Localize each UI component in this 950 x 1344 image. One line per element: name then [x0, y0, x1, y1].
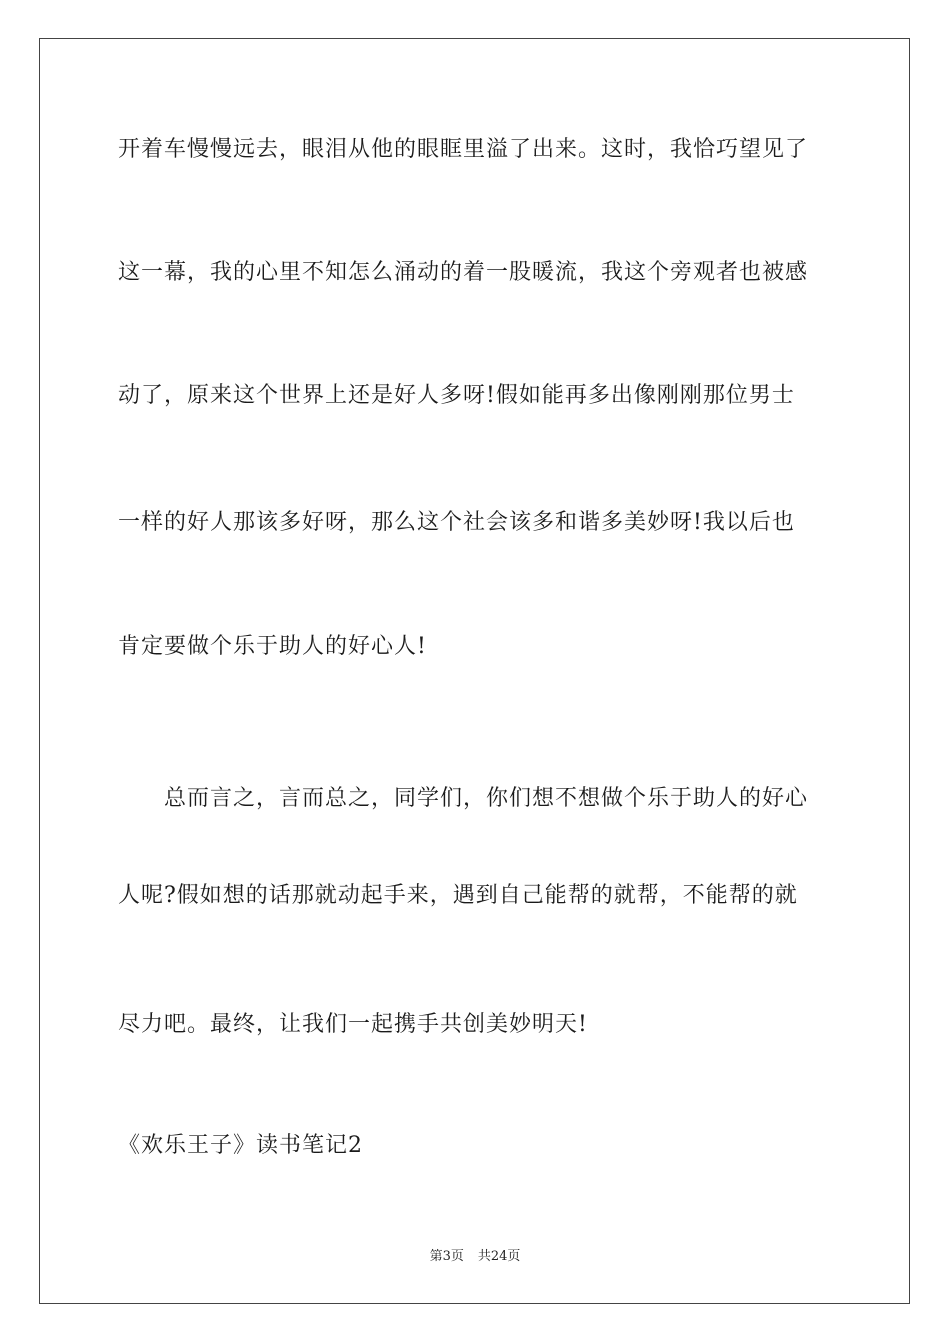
page-number: 第3页: [429, 1249, 464, 1264]
page-total: 共24页: [477, 1249, 521, 1264]
page-frame: [39, 38, 910, 1304]
body-text-line: 一样的好人那该多好呀，那么这个社会该多和谐多美妙呀!我以后也: [118, 510, 795, 535]
body-text-line: 开着车慢慢远去，眼泪从他的眼眶里溢了出来。这时，我恰巧望见了: [118, 137, 809, 162]
body-text-line: 尽力吧。最终，让我们一起携手共创美妙明天!: [118, 1012, 588, 1037]
page-footer: [0, 1248, 950, 1266]
body-text-line: 这一幕，我的心里不知怎么涌动的着一股暖流，我这个旁观者也被感: [118, 260, 809, 285]
paragraph-start-line: 总而言之，言而总之，同学们，你们想不想做个乐于助人的好心: [164, 786, 809, 811]
body-text-line: 人呢?假如想的话那就动起手来，遇到自己能帮的就帮，不能帮的就: [118, 883, 798, 908]
body-text-line: 动了，原来这个世界上还是好人多呀!假如能再多出像刚刚那位男士: [118, 383, 795, 408]
section-heading: 《欢乐王子》读书笔记2: [118, 1133, 363, 1158]
body-text-line: 肯定要做个乐于助人的好心人!: [118, 634, 427, 659]
